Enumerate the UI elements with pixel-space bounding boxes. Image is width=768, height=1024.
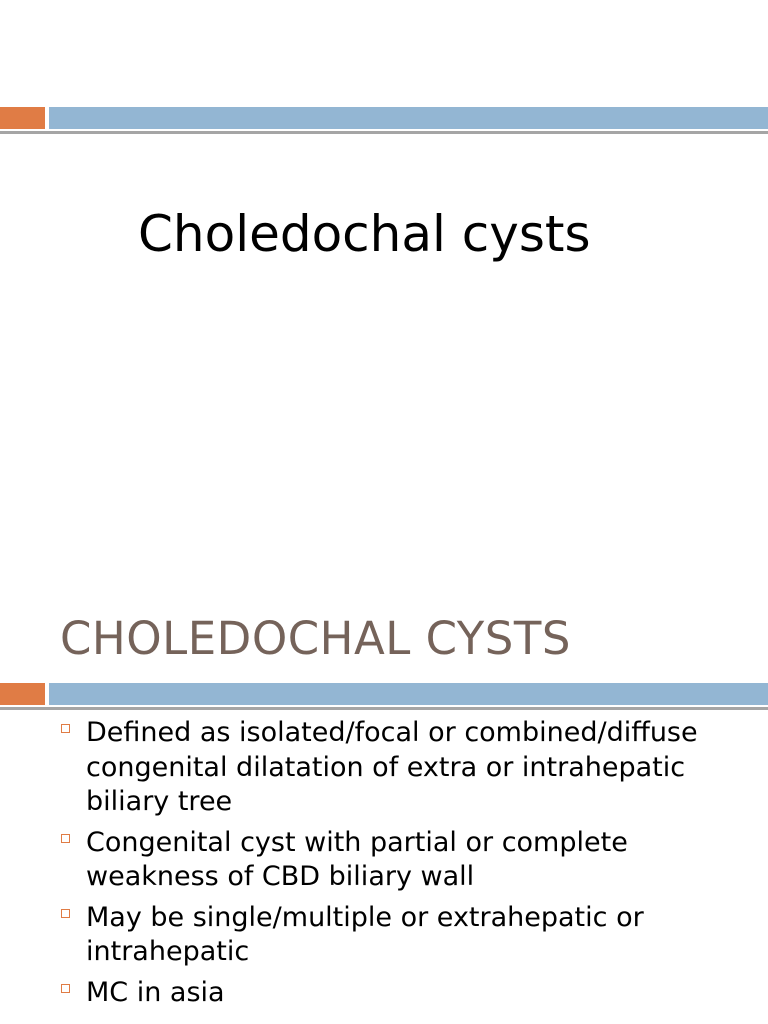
header-band xyxy=(0,107,768,135)
list-item xyxy=(60,976,740,1011)
content-slide[interactable] xyxy=(0,576,768,1024)
blue-accent-bar xyxy=(49,683,768,705)
hollow-square-bullet-icon xyxy=(61,984,70,993)
bullet-list xyxy=(60,716,740,1016)
orange-accent-block xyxy=(0,107,45,129)
blue-accent-bar xyxy=(49,107,768,129)
hollow-square-bullet-icon xyxy=(61,724,70,733)
header-band xyxy=(0,683,768,711)
section-heading: CHOLEDOCHAL CYSTS xyxy=(60,612,571,665)
slide-title: Choledochal cysts xyxy=(138,205,591,263)
hollow-square-bullet-icon xyxy=(61,834,70,843)
bullet-text: Defined as isolated/focal or combined/diffuse congenital dilatation of extra or intrahepatic biliary tree xyxy=(86,717,698,817)
bullet-text: MC in asia xyxy=(86,976,225,1008)
bullet-text: Congenital cyst with partial or complete weakness of CBD biliary wall xyxy=(86,826,628,892)
gray-divider-line xyxy=(0,131,768,134)
bullet-text: May be single/multiple or extrahepatic or intrahepatic xyxy=(86,901,644,967)
orange-accent-block xyxy=(0,683,45,705)
hollow-square-bullet-icon xyxy=(61,909,70,918)
list-item xyxy=(60,901,740,970)
list-item xyxy=(60,826,740,895)
list-item xyxy=(60,716,740,820)
gray-divider-line xyxy=(0,707,768,710)
